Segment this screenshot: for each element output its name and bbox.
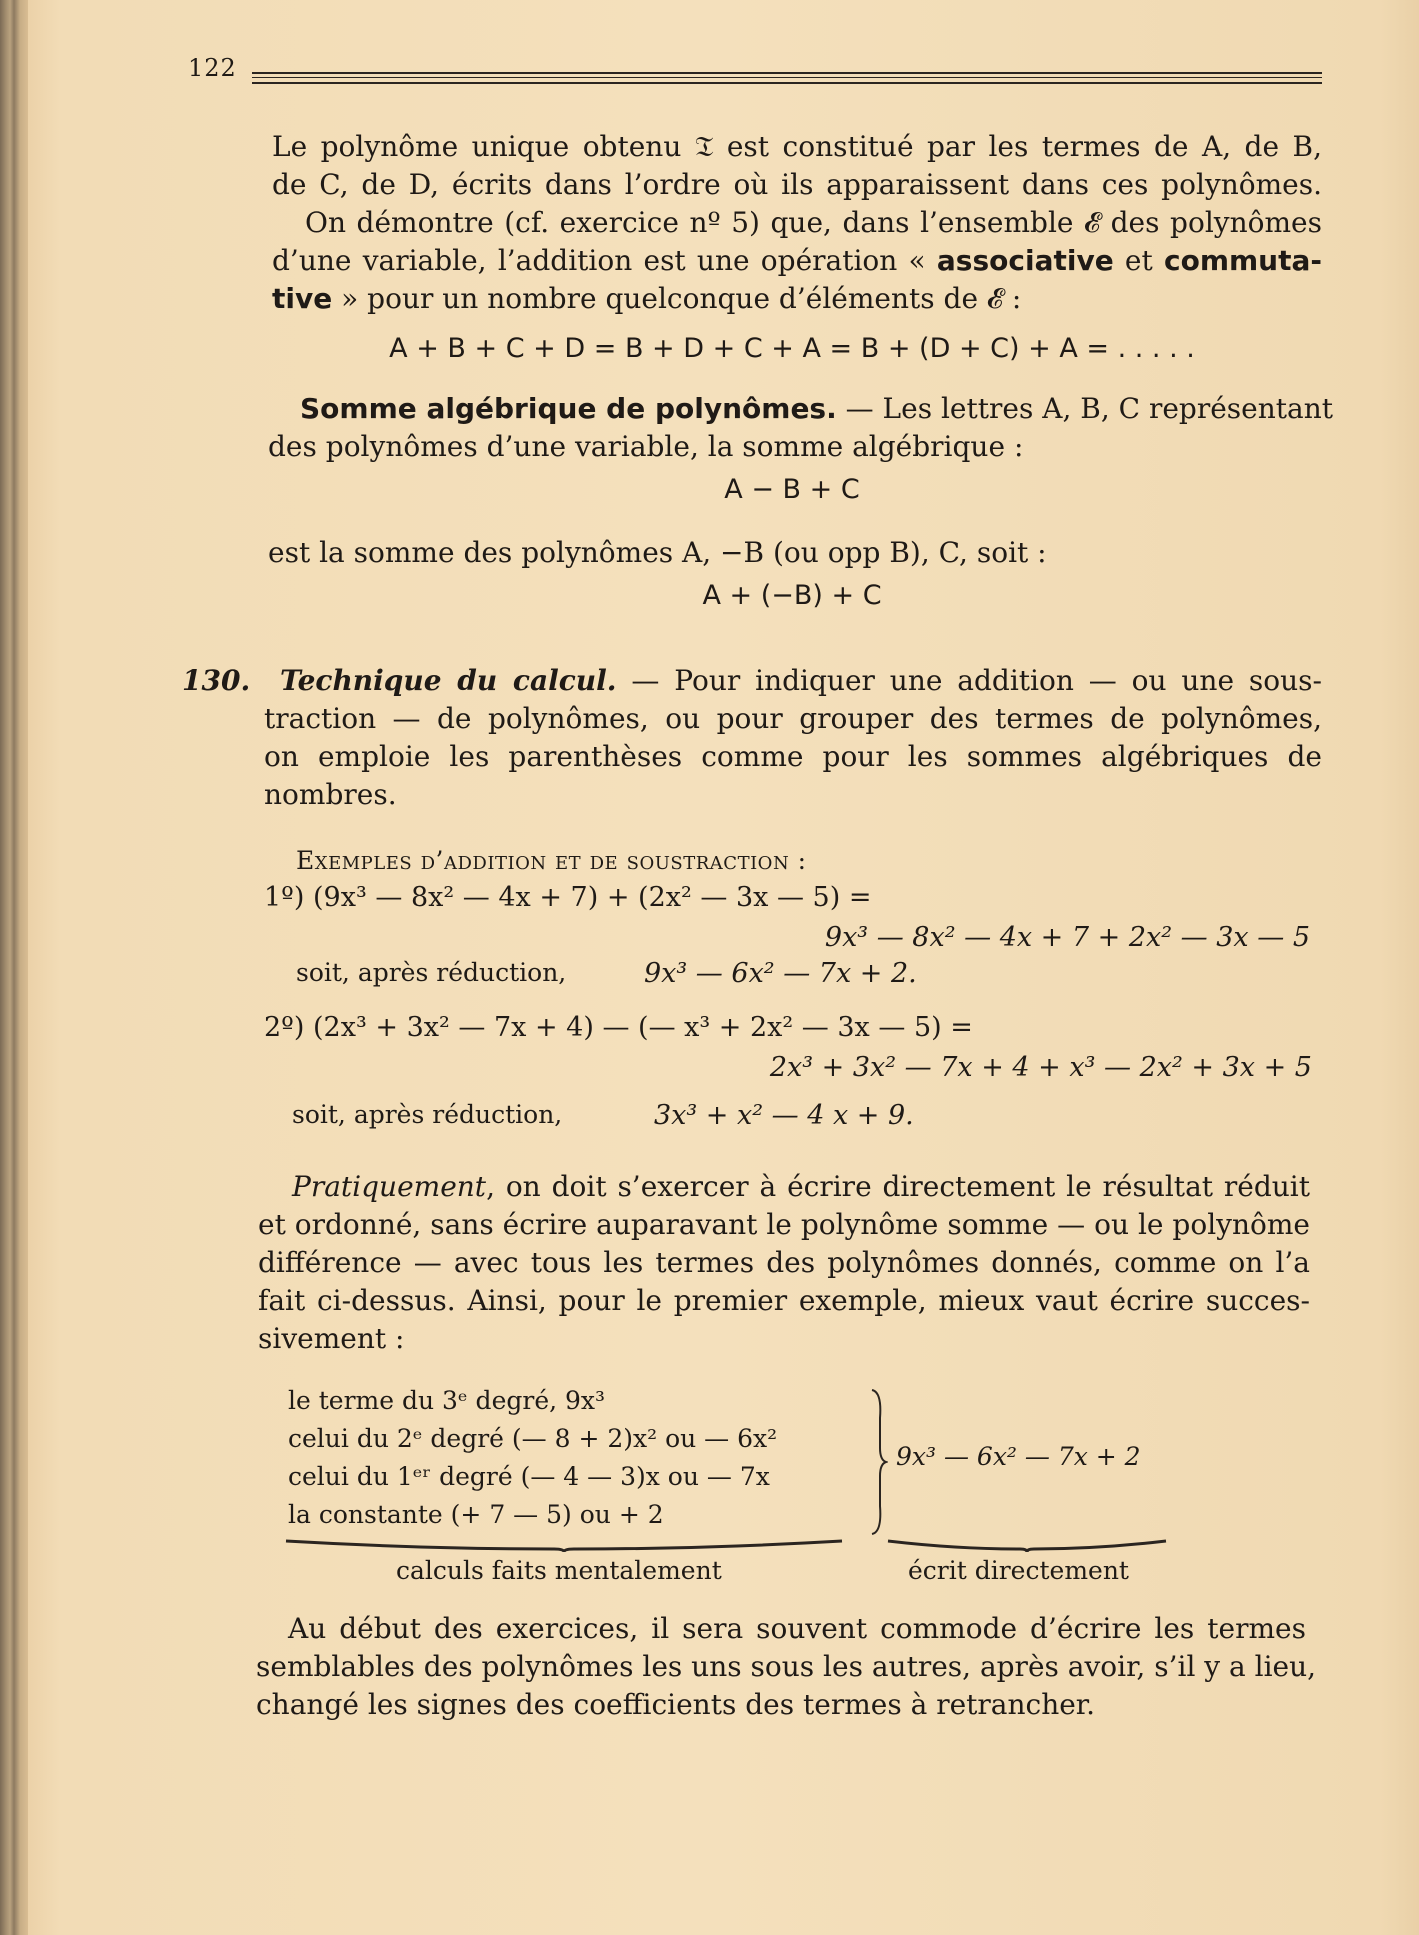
label-ecrit-directement: écrit directement [908, 1556, 1129, 1585]
section-title: Technique du calcul. [279, 664, 617, 697]
term-tive: tive [272, 282, 333, 315]
example-2-expanded: 2x³ + 3x² — 7x + 4 + x³ — 2x² + 3x + 5 [769, 1052, 1312, 1083]
section-130-line-1-rest: — Pour indiquer une addition — ou une sous- [616, 664, 1322, 697]
pratiquement-line-1-rest: , on doit s’exercer à écrire directement le résultat réduit [486, 1170, 1310, 1203]
intro-line-5 [272, 282, 1021, 316]
pratiquement-line-4: fait ci-dessus. Ainsi, pour le premier exemple, mieux vaut écrire succes- [258, 1284, 1310, 1317]
pratiquement-word: Pratiquement [292, 1170, 487, 1203]
intro-line-4-c: et [1113, 244, 1164, 277]
label-calculs-mentalement: calculs faits mentalement [396, 1556, 722, 1585]
table-row-1st-degree: celui du 1ᵉʳ degré (— 4 — 3)x ou — 7x [288, 1462, 770, 1491]
example-1-expression [264, 882, 871, 913]
example-2-label: 2º) [264, 1012, 305, 1043]
table-row-3rd-degree: le terme du 3ᵉ degré, 9x³ [288, 1386, 606, 1415]
somme-title: Somme algébrique de polynômes. [300, 392, 837, 425]
term-associative: associative [936, 244, 1114, 277]
somme-line-1 [300, 392, 1333, 425]
example-2-expr: (2x³ + 3x² — 7x + 4) — (— x³ + 2x² — 3x — 5) = [313, 1012, 973, 1043]
intro-line-2: de C, de D, écrits dans l’ordre où ils apparaissent dans ces polynômes. [272, 168, 1322, 201]
somme-formula-2: A + (−B) + C [702, 580, 882, 611]
example-2-soit: soit, après réduction, [292, 1100, 563, 1129]
intro-line-4-a: d’une variable, l’addition est une opération « [272, 244, 937, 277]
example-1-result: 9x³ — 6x² — 7x + 2. [644, 958, 917, 989]
exemples-heading: Exemples d’addition et de soustraction : [296, 846, 807, 875]
closing-line-3: changé les signes des coefficients des termes à retrancher. [256, 1688, 1096, 1721]
header-rule [252, 72, 1322, 84]
pratiquement-line-3: différence — avec tous les termes des polynômes donnés, comme on l’a [258, 1246, 1310, 1279]
example-1-soit: soit, après réduction, [296, 958, 567, 987]
table-row-2nd-degree: celui du 2ᵉ degré (— 8 + 2)x² ou — 6x² [288, 1424, 778, 1453]
example-2-result: 3x³ + x² — 4 x + 9. [654, 1100, 914, 1131]
section-130-line-4: nombres. [264, 778, 397, 811]
term-commutative: commuta- [1163, 244, 1323, 277]
somme-line-3: est la somme des polynômes A, −B (ou opp B), C, soit : [268, 536, 1047, 569]
section-130-line-3: on emploie les parenthèses comme pour les sommes algébriques de [264, 740, 1322, 773]
under-brace-left [284, 1538, 844, 1554]
page-number: 122 [188, 54, 237, 82]
example-1-expr: (9x³ — 8x² — 4x + 7) + (2x² — 3x — 5) = [313, 882, 872, 913]
table-row-constant: la constante (+ 7 — 5) ou + 2 [288, 1500, 664, 1529]
intro-line-4 [272, 244, 1322, 277]
somme-line-2: des polynômes d’une variable, la somme algébrique : [268, 430, 1024, 463]
intro-line-1: Le polynôme unique obtenu 𝔗 est constitué par les termes de A, de B, [272, 130, 1322, 163]
section-130-line-1 [182, 664, 1322, 697]
somme-formula-1: A − B + C [724, 474, 860, 505]
closing-line-1: Au début des exercices, il sera souvent commode d’écrire les termes [288, 1612, 1306, 1645]
pratiquement-line-2: et ordonné, sans écrire auparavant le polynôme somme — ou le polynôme [258, 1208, 1310, 1241]
pratiquement-line-5: sivement : [258, 1322, 405, 1355]
somme-line-1-rest: — Les lettres A, B, C représentant [836, 392, 1333, 425]
under-brace-right [886, 1538, 1168, 1554]
example-1-label: 1º) [264, 882, 305, 913]
grouping-brace [868, 1388, 888, 1536]
intro-line-3: On démontre (cf. exercice nº 5) que, dans l’ensemble 𝓔 des polynômes [305, 206, 1322, 239]
example-1-expanded: 9x³ — 8x² — 4x + 7 + 2x² — 3x — 5 [824, 922, 1310, 953]
pratiquement-line-1 [292, 1170, 1310, 1203]
section-number: 130. [182, 664, 251, 697]
example-2-expression [264, 1012, 973, 1043]
associativity-formula: A + B + C + D = B + D + C + A = B + (D + C) + A = . . . . . [389, 333, 1195, 364]
intro-line-5-b: » pour un nombre quelconque d’éléments de 𝓔 : [332, 282, 1022, 315]
closing-line-2: semblables des polynômes les uns sous les autres, après avoir, s’il y a lieu, [256, 1650, 1317, 1683]
section-130-line-2: traction — de polynômes, ou pour grouper des termes de polynômes, [264, 702, 1322, 735]
table-result: 9x³ — 6x² — 7x + 2 [896, 1442, 1141, 1471]
